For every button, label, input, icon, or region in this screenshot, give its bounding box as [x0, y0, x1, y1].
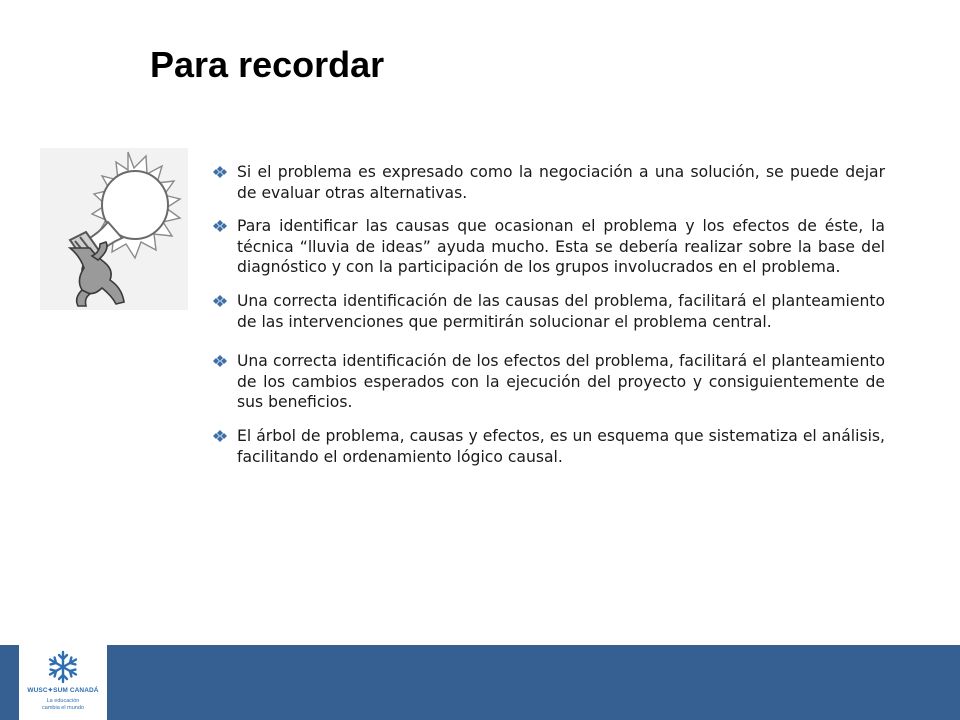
bullet-text: Una correcta identificación de las causas del problema, facilitará el planteamiento de las intervenciones que permitirán solucionar el problema central. [237, 291, 885, 331]
logo-tagline: cambia el mundo [42, 705, 84, 711]
logo-name: WUSC✦SUM CANADÁ [27, 687, 99, 694]
bullet-text: Una correcta identificación de los efectos del problema, facilitará el planteamiento de los cambios esperados con la ejecución del proyecto y consiguientemente de sus beneficios. [237, 352, 885, 412]
list-item [210, 291, 885, 332]
diamond-bullet-icon [212, 219, 228, 233]
slide-title: Para recordar [150, 44, 385, 85]
diamond-bullet-icon [212, 429, 228, 443]
bullet-text: Para identificar las causas que ocasionan el problema y los efectos de éste, la técnica “lluvia de ideas” ayuda mucho. Esta se debería realizar sobre la base del diagnóstico y con la participación de los grupos involucrados en el problema. [237, 217, 885, 277]
snowflake-logo-icon [19, 647, 107, 687]
diamond-bullet-icon [212, 294, 228, 308]
footer-bar [0, 645, 960, 720]
list-item [210, 351, 885, 413]
list-item [210, 162, 885, 203]
list-item [210, 216, 885, 278]
bullet-text: El árbol de problema, causas y efectos, es un esquema que sistematiza el análisis, facilitando el ordenamiento lógico causal. [237, 426, 885, 466]
organization-logo [19, 645, 107, 720]
diamond-bullet-icon [212, 165, 228, 179]
logo-tagline: La educación [46, 698, 80, 704]
lightbulb-person-icon [40, 148, 188, 310]
bullet-text: Si el problema es expresado como la negociación a una solución, se puede dejar de evaluar otras alternativas. [237, 163, 885, 202]
bullet-list [210, 162, 885, 480]
diamond-bullet-icon [212, 354, 228, 368]
list-item [210, 426, 885, 467]
